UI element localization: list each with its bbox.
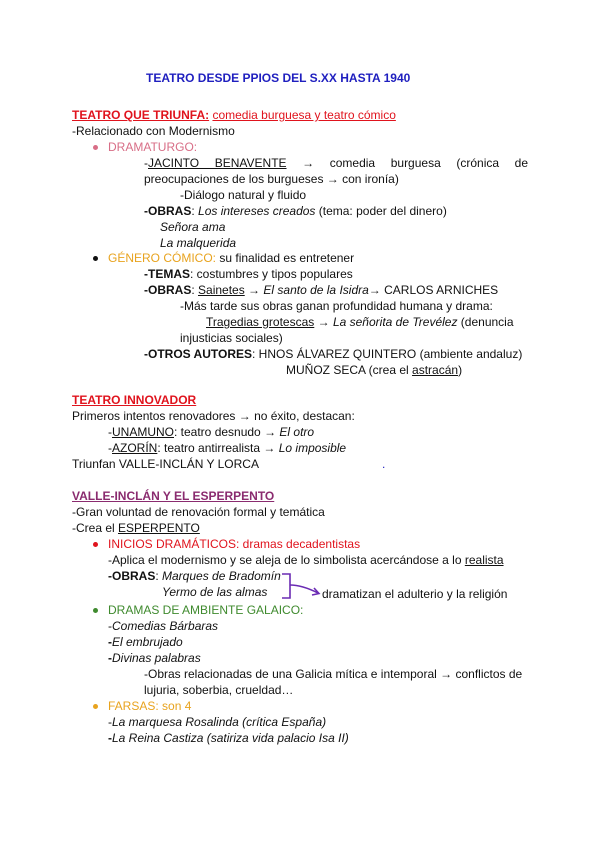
label-obras: OBRAS (112, 569, 156, 583)
text-crea-esperpento (72, 521, 200, 536)
obra-lo-imposible: Lo imposible (278, 441, 347, 455)
text-embrujado: -El embrujado (108, 635, 183, 649)
obra-reina-castiza: La Reina Castiza (satiriza vida palacio Isa II) (112, 731, 349, 745)
label-galaico: DRAMAS DE AMBIENTE GALAICO: (108, 603, 304, 617)
text-temas-rest: : costumbres y tipos populares (190, 267, 353, 281)
obra-divinas-palabras: Divinas palabras (112, 651, 201, 665)
label-obras: OBRAS (148, 283, 192, 297)
text-munoz: MUÑOZ SECA (crea el (286, 363, 413, 377)
heading-valle-inclan: VALLE-INCLÁN Y EL ESPERPENTO (72, 489, 275, 503)
text-otros-autores: -OTROS AUTORES: HNOS ÁLVAREZ QUINTERO (ambiente andaluz) (144, 347, 523, 361)
bullet-dot (93, 256, 98, 261)
text-obras-rest: (tema: poder del dinero) (315, 204, 447, 218)
obra-bradomin: Marques de Bradomín (162, 569, 281, 583)
text-tragedias: Tragedias grotescas → La señorita de Trevélez (denuncia (206, 315, 514, 329)
text-mas-tarde: -Más tarde sus obras ganan profundidad humana y drama: (180, 299, 493, 313)
text-lujuria: lujuria, soberbia, crueldad… (144, 683, 294, 697)
text-genero-rest: su finalidad es entretener (216, 251, 355, 265)
name-azorin: AZORÍN (112, 441, 158, 455)
page-title: TEATRO DESDE PPIOS DEL S.XX HASTA 1940 (146, 71, 411, 85)
obra-yermo: Yermo de las almas (162, 585, 268, 599)
label-inicios: INICIOS DRAMÁTICOS: dramas decadentistas (108, 537, 361, 551)
text-esperpento: ESPERPENTO (118, 521, 200, 535)
text-paren: ) (458, 363, 463, 377)
text-renovacion: -Gran voluntad de renovación formal y temática (72, 505, 325, 519)
obra-embrujado: El embrujado (112, 635, 183, 649)
text-obras-benavente: -OBRAS: Los intereses creados (tema: poder del dinero) (144, 204, 447, 218)
text-munoz-seca (286, 363, 462, 378)
text-astracan: astracán (412, 363, 459, 377)
obra-santo-isidra: El santo de la Isidra (263, 283, 369, 297)
text-denuncia: (denuncia (457, 315, 514, 329)
obra-rosalinda: La marquesa Rosalinda (crítica España) (112, 715, 327, 729)
text-genero-comico (108, 251, 354, 266)
text-sainetes: Sainetes (198, 283, 245, 297)
text-obras-valle: -OBRAS: Marques de Bradomín (108, 569, 281, 583)
text-aplica (108, 553, 504, 568)
text-benavente: -JACINTO BENAVENTE → comedia burguesa (crónica de (144, 156, 529, 170)
text-injusticias: injusticias sociales) (180, 331, 283, 345)
text-relacionado: -Relacionado con Modernismo (72, 124, 235, 138)
heading-innovador: TEATRO INNOVADOR (72, 393, 197, 407)
text-crea-el: -Crea el (72, 521, 119, 535)
obra-senora-ama: Señora ama (160, 220, 226, 234)
obra-malquerida: La malquerida (160, 236, 237, 250)
heading-triunfa: TEATRO QUE TRIUNFA: (72, 108, 210, 122)
label-dramaturgo: DRAMATURGO: (108, 140, 198, 154)
text-quintero: : HNOS ÁLVAREZ QUINTERO (ambiente andaluz) (252, 347, 523, 361)
text-obras-arniches: -OBRAS: Sainetes → El santo de la Isidra→ CARLOS ARNICHES (144, 283, 499, 297)
text-azorin-rest: : teatro antirrealista → (157, 441, 279, 455)
obra-el-otro: El otro (279, 425, 315, 439)
text-obras-relacionadas: -Obras relacionadas de una Galicia mítica e intemporal → conflictos de (144, 667, 523, 681)
heading-triunfa-sub: comedia burguesa y teatro cómico (212, 108, 396, 122)
text-comedias: -Comedias Bárbaras (108, 619, 219, 633)
bullet-dot (93, 608, 98, 613)
label-genero-comico: GÉNERO CÓMICO: (108, 251, 217, 265)
obra-comedias-barbaras: Comedias Bárbaras (112, 619, 219, 633)
text-dialogo: -Diálogo natural y fluido (180, 188, 307, 202)
obra-intereses: Los intereses creados (198, 204, 316, 218)
label-temas: TEMAS (148, 267, 190, 281)
stray-dot: . (382, 457, 386, 471)
bullet-dot (93, 145, 98, 150)
text-aplica-modernismo: -Aplica el modernismo y se aleja de lo simbolista acercándose a lo (108, 553, 465, 567)
name-unamuno: UNAMUNO (112, 425, 174, 439)
text-divinas: -Divinas palabras (108, 651, 201, 665)
label-obras: OBRAS (148, 204, 192, 218)
text-benavente-line2: preocupaciones de los burgueses → con ironía) (144, 172, 399, 186)
text-intentos: Primeros intentos renovadores → no éxito, destacan: (72, 409, 355, 423)
text-unamuno: -UNAMUNO: teatro desnudo → El otro (108, 425, 315, 439)
label-farsas: FARSAS: son 4 (108, 699, 192, 713)
name-arniches: → CARLOS ARNICHES (368, 283, 499, 297)
text-temas: -TEMAS: costumbres y tipos populares (144, 267, 353, 281)
bullet-dot (93, 704, 98, 709)
text-tragedias-grotescas: Tragedias grotescas (206, 315, 315, 329)
text-triunfan: Triunfan VALLE-INCLÁN Y LORCA (72, 457, 259, 471)
text-dramatizan: dramatizan el adulterio y la religión (322, 587, 508, 601)
label-otros-autores: OTROS AUTORES (148, 347, 253, 361)
text-rosalinda: -La marquesa Rosalinda (crítica España) (108, 715, 327, 729)
text-azorin: -AZORÍN: teatro antirrealista → Lo imposible (108, 441, 347, 455)
name-benavente: JACINTO BENAVENTE (148, 156, 287, 170)
text-realista: realista (464, 553, 504, 567)
obra-trevelez: La señorita de Trevélez (332, 315, 458, 329)
text-unamuno-rest: : teatro desnudo → (174, 425, 280, 439)
text-benavente-rest: → comedia burguesa (crónica de (286, 156, 529, 170)
bullet-dot (93, 542, 98, 547)
text-castiza: -La Reina Castiza (satiriza vida palacio Isa II) (108, 731, 349, 745)
section-heading-triunfa (72, 108, 396, 123)
